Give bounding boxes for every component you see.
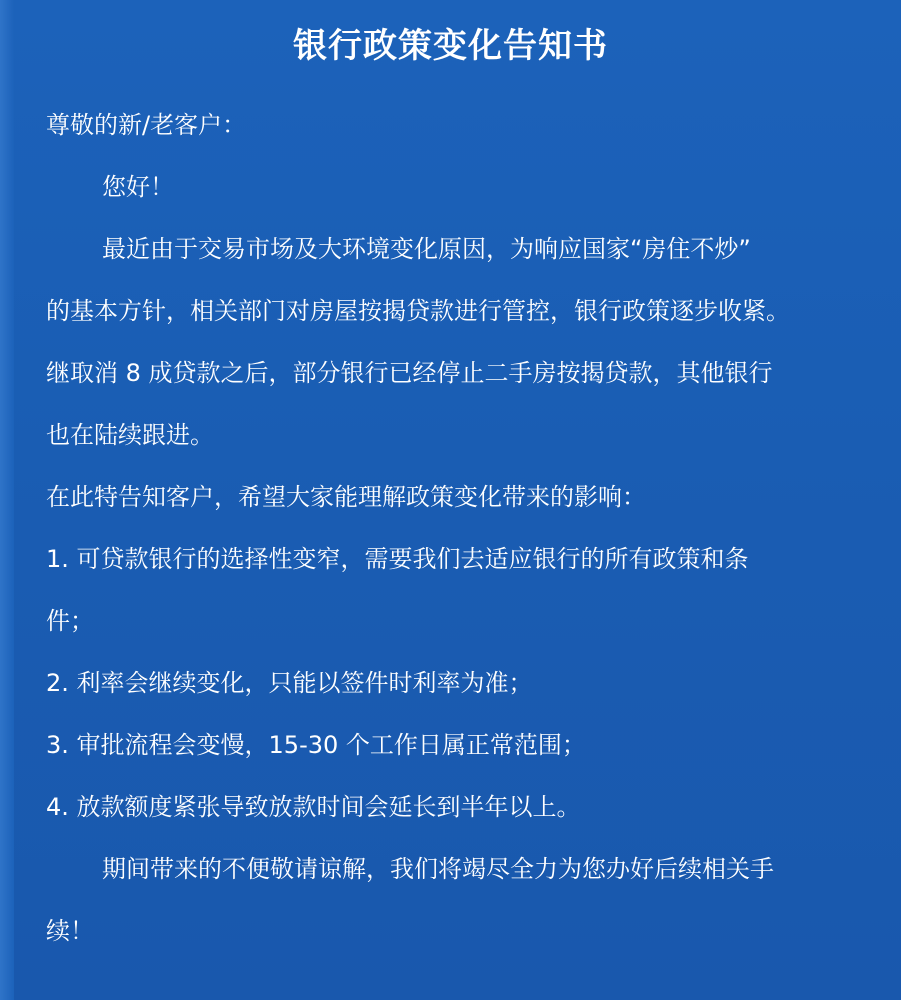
paragraph1-line-2: 的基本方针，相关部门对房屋按揭贷款进行管控，银行政策逐步收紧。 [46, 297, 790, 325]
greeting: 尊敬的新/老客户： [46, 111, 247, 139]
intro-line: 在此特告知客户，希望大家能理解政策变化带来的影响： [46, 483, 646, 511]
list-item-1-line-2: 件； [46, 607, 94, 635]
paragraph1-line-4: 也在陆续跟进。 [46, 421, 214, 449]
salutation: 您好！ [102, 173, 174, 201]
paragraph1-line-3: 继取消 8 成贷款之后，部分银行已经停止二手房按揭贷款，其他银行 [46, 359, 773, 387]
list-item-3: 3. 审批流程会变慢，15-30 个工作日属正常范围； [46, 731, 586, 759]
paragraph1-line-1: 最近由于交易市场及大环境变化原因，为响应国家“房住不炒” [102, 235, 751, 263]
closing-line-2: 续！ [46, 917, 94, 945]
closing-line-1: 期间带来的不便敬请谅解，我们将竭尽全力为您办好后续相关手 [102, 855, 774, 883]
list-item-2: 2. 利率会继续变化，只能以签件时利率为准； [46, 669, 533, 697]
document-title: 银行政策变化告知书 [293, 26, 608, 66]
left-edge-shade [0, 0, 14, 1000]
list-item-1-line-1: 1. 可贷款银行的选择性变窄，需要我们去适应银行的所有政策和条 [46, 545, 749, 573]
list-item-4: 4. 放款额度紧张导致放款时间会延长到半年以上。 [46, 793, 581, 821]
